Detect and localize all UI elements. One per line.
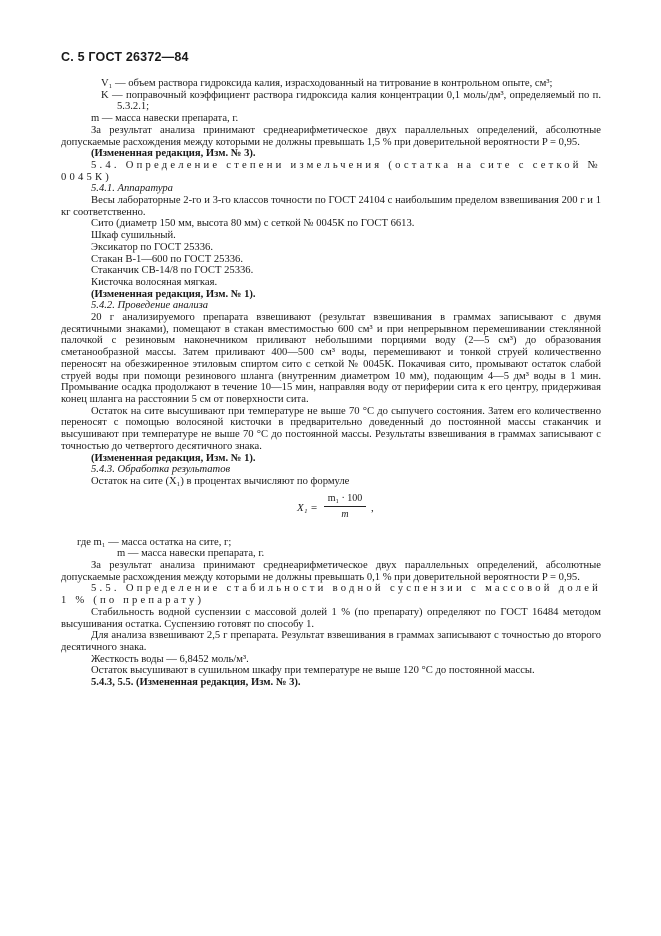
- formula-comma: ,: [371, 501, 374, 514]
- section-5-4-heading: 5.4. Определение степени измельчения (остатка на сите с сеткой № 0045К): [61, 159, 601, 183]
- procedure-paragraph-1: 20 г анализируемого препарата взвешивают (результат взвешивания в граммах записывают с двумя десятичными знаками), помещают в стакан вместимостью 600 см³ и при непрерывном перемешивании стеклянной палочкой с резиновым наконечником приливают небольшими порциями воду (2—5 см³) до образования сметанообразной массы. Затем приливают 400—500 см³ воды, перемешивают и тонкой струей количественно переносят на обезжиренное этиловым спиртом сито с сеткой № 0045К. Покачивая сито, промывают остаток слабой струей воды при помощи резинового шланга (внутренним диаметром 10 мм), подающим 4—5 дм³ воды в 1 мин. Промывание осадка продолжают в течение 10—15 мин, направляя воду от периферии сита к его центру, придерживая конец шланга на расстоянии 5 см от поверхности сита.: [61, 312, 601, 405]
- result-paragraph-1: За результат анализа принимают среднеарифметическое двух параллельных определений, абсолютные допускаемые расхождения между которыми не должны превышать 1,5 % при доверительной вероятности P = 0,95.: [61, 124, 601, 148]
- water-hardness: Жесткость воды — 6,8452 моль/м³.: [91, 653, 249, 665]
- residue-formula: [61, 491, 601, 531]
- variable-m-definition: m — масса навески препарата, г.: [91, 113, 239, 125]
- variable-v1-definition: V₁ — объем раствора гидроксида калия, израсходованный на титрование в контрольном опыте, см³;: [101, 78, 553, 89]
- stability-paragraph-2: Для анализа взвешивают 2,5 г препарата. Результат взвешивания в граммах записывают с точностью до второго десятичного знака.: [61, 630, 601, 653]
- equipment-weighing-bottle: Стаканчик СВ-14/8 по ГОСТ 25336.: [91, 265, 254, 277]
- equipment-desiccator: Эксикатор по ГОСТ 25336.: [91, 241, 213, 253]
- section-5-4-2-heading: 5.4.2. Проведение анализа: [91, 300, 209, 312]
- formula-intro: Остаток на сите (X₁) в процентах вычисляют по формуле: [91, 475, 350, 487]
- amendment-note-4: 5.4.3, 5.5. (Измененная редакция, Изм. № 3).: [91, 677, 301, 689]
- section-5-5-heading: 5.5. Определение стабильности водной суспензии с массовой долей 1 % (по препарату): [61, 583, 601, 607]
- section-5-4-3-heading: 5.4.3. Обработка результатов: [91, 464, 231, 476]
- document-body: [61, 78, 601, 689]
- variable-m-definition-2: m — масса навески препарата, г.: [117, 548, 265, 560]
- result-paragraph-2: За результат анализа принимают среднеарифметическое двух параллельных определений, абсолютные допускаемые расхождения между которыми не должны превышать 0,1 % при доверительной вероятности P = 0,95.: [61, 560, 601, 583]
- section-5-4-1-heading: 5.4.1. Аппаратура: [91, 183, 173, 195]
- procedure-paragraph-2: Остаток на сите высушивают при температуре не выше 70 °С до сыпучего состояния. Затем его количественно переносят с помощью волосяной кисточки в предварительно доведенный до постоянной массы стаканчик и высушивают при температуре не выше 70 °С до постоянной массы. Результаты взвешивания в граммах записывают с точностью до четвертого десятичного знака.: [61, 405, 601, 452]
- variable-m1-definition: где m₁ — масса остатка на сите, г;: [77, 536, 232, 548]
- formula-denominator: m: [341, 509, 349, 521]
- page-header: С. 5 ГОСТ 26372—84: [61, 50, 189, 64]
- equipment-beaker: Стакан В-1—600 по ГОСТ 25336.: [91, 253, 243, 265]
- amendment-note-3: (Измененная редакция, Изм. № 1).: [91, 452, 256, 464]
- formula-numerator: m₁ · 100: [324, 493, 366, 508]
- formula-lhs: X₁ =: [297, 501, 318, 514]
- equipment-oven: Шкаф сушильный.: [91, 230, 176, 242]
- amendment-note-1: (Измененная редакция, Изм. № 3).: [91, 148, 256, 160]
- variable-k-definition: K — поправочный коэффициент раствора гидроксида калия концентрации 0,1 моль/дм³, определяемый по п. 5.3.2.1;: [101, 89, 601, 113]
- stability-paragraph-1: Стабильность водной суспензии с массовой долей 1 % (по препарату) определяют по ГОСТ 16484 методом высушивания остатка. Суспензию готовят по способу 1.: [61, 606, 601, 630]
- formula-fraction: [324, 493, 366, 521]
- equipment-sieve: Сито (диаметр 150 мм, высота 80 мм) с сеткой № 0045К по ГОСТ 6613.: [91, 218, 415, 230]
- amendment-note-2: (Измененная редакция, Изм. № 1).: [91, 288, 256, 300]
- equipment-scales: Весы лабораторные 2-го и 3-го классов точности по ГОСТ 24104 с наибольшим пределом взвешивания 200 г и 1 кг соответственно.: [61, 195, 601, 218]
- equipment-brush: Кисточка волосяная мягкая.: [91, 276, 218, 288]
- drying-paragraph: Остаток высушивают в сушильном шкафу при температуре не выше 120 °С до постоянной массы.: [91, 665, 535, 677]
